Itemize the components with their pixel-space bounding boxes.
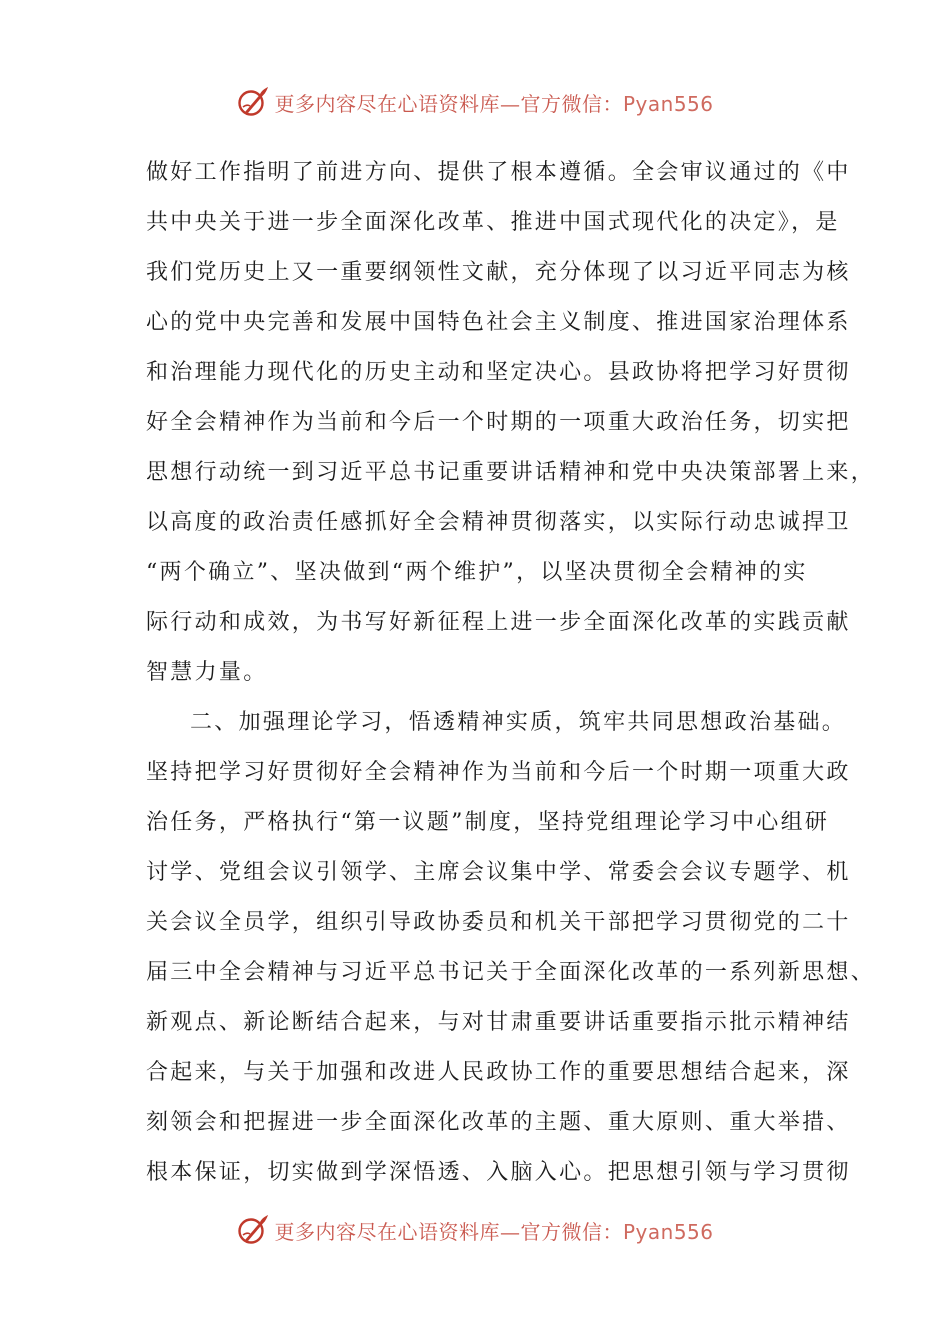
footer-banner: [0, 1210, 950, 1250]
text-line: 合起来，与关于加强和改进人民政协工作的重要思想结合起来，深: [146, 1060, 851, 1085]
text-line: 好全会精神作为当前和今后一个时期的一项重大政治任务，切实把: [146, 410, 851, 435]
text-line: 讨学、党组会议引领学、主席会议集中学、常委会会议专题学、机: [146, 860, 851, 885]
document-body: [146, 148, 876, 1198]
header-banner: [0, 82, 950, 122]
quill-logo-icon: [236, 85, 270, 119]
text-line: 我们党历史上又一重要纲领性文献，充分体现了以习近平同志为核: [146, 260, 851, 285]
text-line: 际行动和成效，为书写好新征程上进一步全面深化改革的实践贡献: [146, 610, 851, 635]
text-line: 治任务，严格执行“第一议题”制度，坚持党组理论学习中心组研: [146, 810, 830, 835]
text-line: 和治理能力现代化的历史主动和坚定决心。县政协将把学习好贯彻: [146, 360, 851, 385]
text-line: 根本保证，切实做到学深悟透、入脑入心。把思想引领与学习贯彻: [146, 1160, 851, 1185]
text-line: 刻领会和把握进一步全面深化改革的主题、重大原则、重大举措、: [146, 1110, 851, 1135]
text-line: 关会议全员学，组织引导政协委员和机关干部把学习贯彻党的二十: [146, 910, 851, 935]
text-line: 届三中全会精神与习近平总书记关于全面深化改革的一系列新思想、: [146, 960, 876, 985]
text-line: 以高度的政治责任感抓好全会精神贯彻落实，以实际行动忠诚捍卫: [146, 510, 851, 535]
text-line: 共中央关于进一步全面深化改革、推进中国式现代化的决定》，是: [146, 210, 840, 235]
quill-logo-icon: [236, 1213, 270, 1247]
text-line: “两个确立”、坚决做到“两个维护”，以坚决贯彻全会精神的实: [146, 560, 808, 585]
text-line: 智慧力量。: [146, 660, 268, 685]
text-line: 坚持把学习好贯彻好全会精神作为当前和今后一个时期一项重大政: [146, 760, 851, 785]
text-line: 做好工作指明了前进方向、提供了根本遵循。全会审议通过的《中: [146, 160, 851, 185]
text-line: 新观点、新论断结合起来，与对甘肃重要讲话重要指示批示精神结: [146, 1010, 851, 1035]
banner-text: 更多内容尽在心语资料库—官方微信：Pyan556: [274, 91, 714, 116]
banner-text: 更多内容尽在心语资料库—官方微信：Pyan556: [274, 1219, 714, 1244]
text-line: 思想行动统一到习近平总书记重要讲话精神和党中央决策部署上来，: [146, 460, 876, 485]
wechat-id: Pyan556: [622, 1219, 714, 1244]
section-heading: 二、加强理论学习，悟透精神实质，筑牢共同思想政治基础。: [190, 710, 847, 735]
text-line: 心的党中央完善和发展中国特色社会主义制度、推进国家治理体系: [146, 310, 851, 335]
wechat-id: Pyan556: [622, 91, 714, 116]
